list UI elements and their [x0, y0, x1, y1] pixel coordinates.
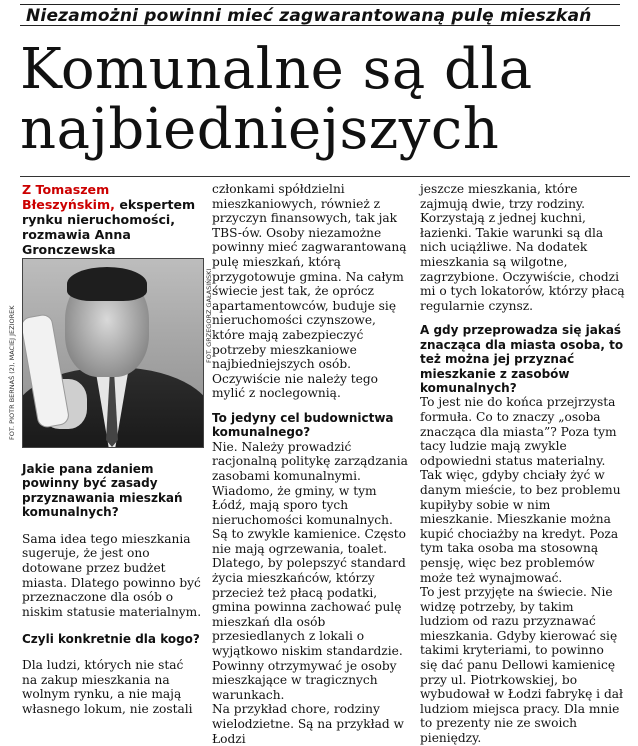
byline-rest: ekspertem rynku nieruchomości, rozmawia Anna Gronczewska [22, 197, 196, 257]
kicker: Niezamożni powinni mieć zagwarantowaną pulę mieszkań [20, 4, 620, 26]
answer: jeszcze mieszkania, które zajmują dwie, trzy rodziny. Korzystają z jednej kuchni, łazienki. Takie warunki są dla nich uciążliwe. Na dodatek mieszkania są wilgotne, zagrzybione. Oczywiście, chodzi mi o tych lokatorów, którzy płacą regularnie czynsz. [420, 182, 625, 313]
answer: członkami spółdzielni mieszkaniowych, również z przyczyn finansowych, tak jak TBS-ów. Osoby niezamożne powinny mieć zagwarantowaną pulę mieszkań, którą przygotowuje gmina. Na całym świecie jest tak, że oprócz apartamentowców, buduje się nieruchomości czynszowe, które mają zabezpieczyć potrzeby mieszkaniowe najbiedniejszych osób. Oczywiście nie należy tego mylić z noclegownią. [212, 182, 407, 401]
column-2 [212, 182, 408, 746]
side-credit: FOT. PIOTR BERNAŚ (2), MACIEJ JEZIOREK [8, 305, 16, 440]
byline-prefix: Z [22, 182, 32, 197]
answer: To jest przyjęte na świecie. Nie widzę potrzeby, by takim ludziom od razu przyznawać mieszkania. Gdyby kierować się takimi kryteriami, to powinno się dać panu Dellowi kamienicę przy ul. Piotrkowskiej, bo wybudował w Łodzi fabrykę i dał ludziom miejsca pracy. Dla mnie to prezenty nie ze swoich pieniędzy. [420, 585, 623, 746]
headline [20, 37, 630, 162]
headline-line-2: najbiedniejszych [20, 97, 500, 162]
portrait-photo [22, 258, 204, 448]
answer: Na przykład chore, rodziny wielodzietne. Są na przykład w Łodzi [212, 702, 404, 746]
answer: Sama idea tego mieszkania sugeruje, że jest ono dotowane przez budżet miasta. Dlatego powinno być przeznaczone dla osób o niskim statusie materialnym. [22, 531, 202, 619]
answer: To jest nie do końca przejrzysta formuła. Co to znaczy „osoba znacząca dla miasta”? Poza tym tacy ludzie mają zwykle odpowiedni status materialny. Tak więc, gdyby chciały żyć w danym mieście, to bez problemu kupiłyby sobie w nim mieszkanie. Mieszkanie można kupić chociażby na kredyt. Poza tym taka osoba ma stosowną pensję, więc bez problemów może też wynajmować. [420, 395, 621, 585]
byline-name: Tomaszem Błeszyńskim, [22, 182, 115, 212]
question: To jedyny cel budownictwa komunalnego? [212, 410, 394, 440]
answer: Nie. Należy prowadzić racjonalną politykę zarządzania zasobami komunalnymi. Wiadomo, że gminy, w tym Łódź, mają sporo tych nieruchomości komunalnych. Są to zwykle kamienice. Często nie mają ogrzewania, toalet. Dlatego, by polepszyć standard życia mieszkańców, którzy przecież też płacą podatki, gmina powinna zachować pulę mieszkań dla osób przesiedlanych z lokali o wyjątkowo niskim standardzie. Powinny otrzymywać je osoby mieszkające w tragicznych warunkach. [212, 439, 408, 702]
column-1-text [22, 450, 202, 729]
byline [22, 182, 202, 257]
photo-credit: FOT. GRZEGORZ GAŁASIŃSKI [205, 268, 213, 363]
column-1 [22, 182, 202, 257]
column-3 [420, 182, 625, 746]
headline-line-1: Komunalne są dla [20, 37, 533, 102]
question: Jakie pana zdaniem powinny być zasady przyznawania mieszkań komunalnych? [22, 462, 183, 520]
question: A gdy przeprowadza się jakaś znacząca dla miasta osoba, to też można jej przyznać mieszkanie z zasobów komunalnych? [420, 323, 624, 395]
headline-rule [20, 176, 630, 177]
answer: Dla ludzi, których nie stać na zakup mieszkania na wolnym rynku, a nie mają własnego lokum, nie zostali [22, 658, 193, 716]
question: Czyli konkretnie dla kogo? [22, 631, 200, 646]
